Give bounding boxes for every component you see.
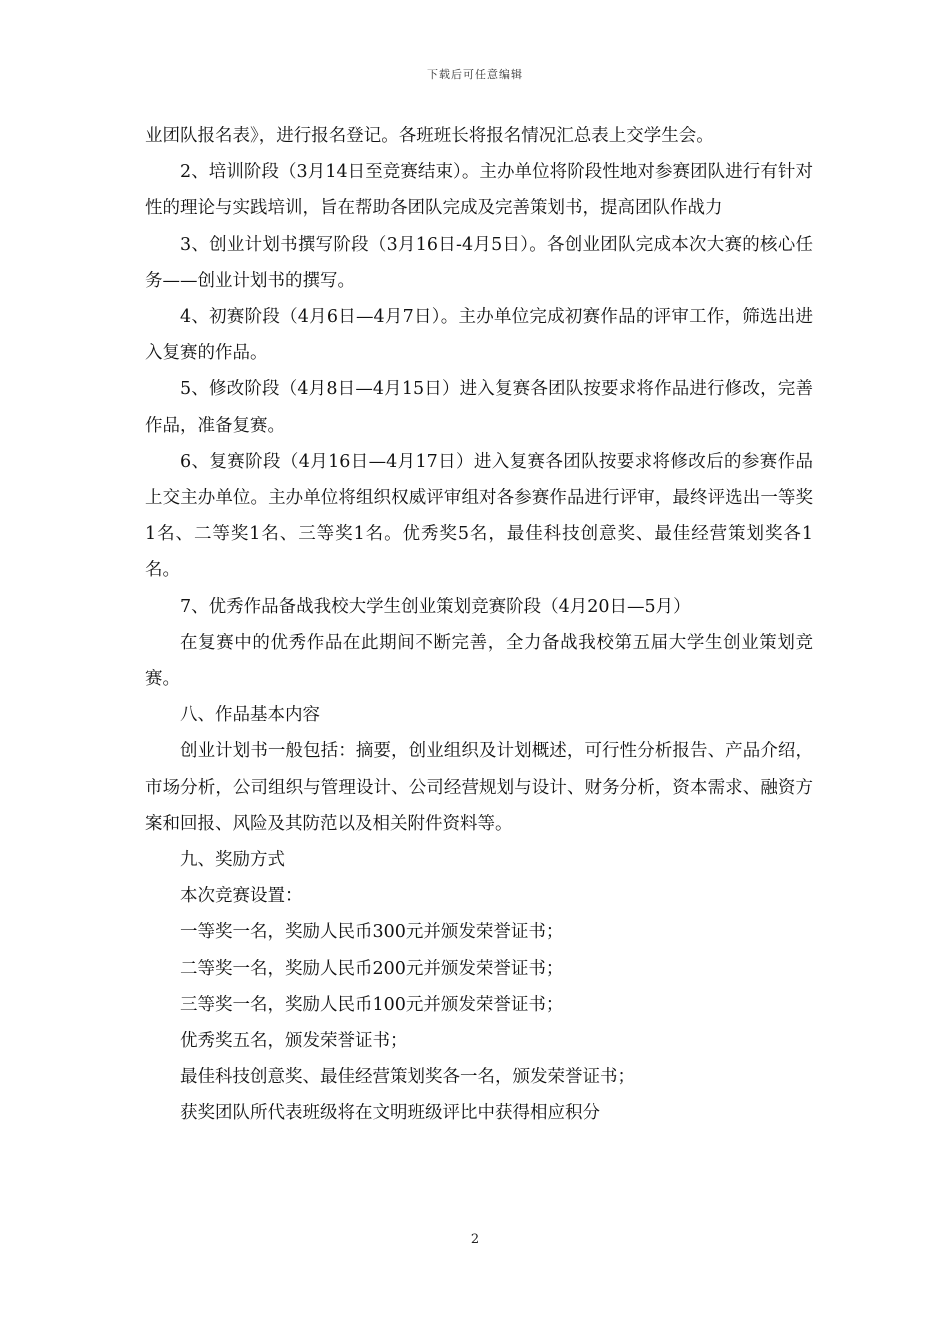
paragraph-stage-training: 2、培训阶段（3月14日至竞赛结束）。主办单位将阶段性地对参赛团队进行有针对性的理论与实践培训，旨在帮助各团队完成及完善策划书，提高团队作战力 xyxy=(145,162,813,219)
paragraph-stage-preliminary: 4、初赛阶段（4月6日—4月7日）。主办单位完成初赛作品的评审工作，筛选出进入复赛的作品。 xyxy=(145,307,813,364)
header-note: 下载后可任意编辑 xyxy=(427,68,523,81)
paragraph-stage-revision: 5、修改阶段（4月8日—4月15日）进入复赛各团队按要求将作品进行修改，完善作品，准备复赛。 xyxy=(145,379,813,436)
section-heading-content: 八、作品基本内容 xyxy=(180,705,320,726)
award-second-prize: 二等奖一名，奖励人民币200元并颁发荣誉证书； xyxy=(180,958,564,979)
paragraph-awards-intro: 本次竞赛设置： xyxy=(180,886,303,907)
paragraph-stage-business-plan: 3、创业计划书撰写阶段（3月16日-4月5日）。各创业团队完成本次大赛的核心任务——创业计划书的撰写。 xyxy=(145,234,813,291)
award-first-prize: 一等奖一名，奖励人民币300元并颁发荣誉证书； xyxy=(180,922,564,943)
award-excellence: 优秀奖五名，颁发荣誉证书； xyxy=(180,1031,408,1052)
paragraph-stage-semifinal: 6、复赛阶段（4月16日—4月17日）进入复赛各团队按要求将修改后的参赛作品上交主办单位。主办单位将组织权威评审组对各参赛作品进行评审，最终评选出一等奖1名、二等奖1名、三等奖1名。优秀奖5名，最佳科技创意奖、最佳经营策划奖各1名。 xyxy=(145,451,813,581)
page-number: 2 xyxy=(470,1232,480,1247)
paragraph-content-description: 创业计划书一般包括：摘要，创业组织及计划概述，可行性分析报告、产品介绍，市场分析，公司组织与管理设计、公司经营规划与设计、财务分析，资本需求、融资方案和回报、风险及其防范以及相关附件资料等。 xyxy=(145,741,813,834)
paragraph-stage-school-competition: 7、优秀作品备战我校大学生创业策划竞赛阶段（4月20日—5月） xyxy=(180,596,691,617)
award-special: 最佳科技创意奖、最佳经营策划奖各一名，颁发荣誉证书； xyxy=(180,1067,635,1088)
section-heading-awards: 九、奖励方式 xyxy=(180,850,285,871)
paragraph-improvement: 在复赛中的优秀作品在此期间不断完善，全力备战我校第五届大学生创业策划竞赛。 xyxy=(145,632,813,690)
paragraph-continuation: 业团队报名表》，进行报名登记。各班班长将报名情况汇总表上交学生会。 xyxy=(145,126,714,146)
body-text xyxy=(145,118,813,1132)
award-third-prize: 三等奖一名，奖励人民币100元并颁发荣誉证书； xyxy=(180,994,564,1015)
award-class-points: 获奖团队所代表班级将在文明班级评比中获得相应积分 xyxy=(180,1103,600,1124)
